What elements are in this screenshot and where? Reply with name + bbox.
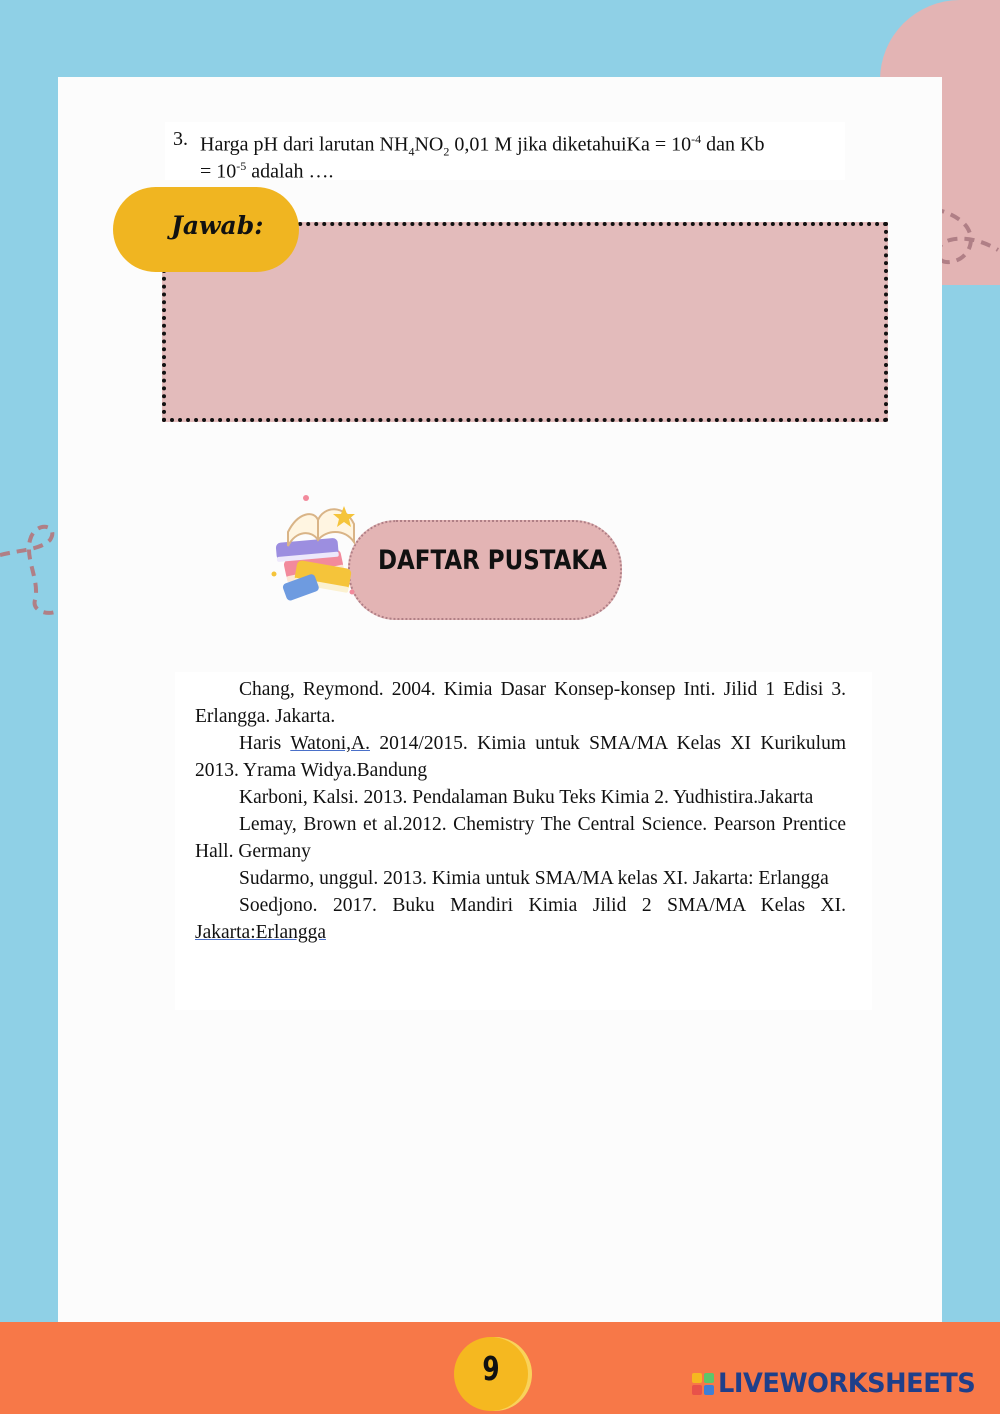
references-list (195, 676, 846, 946)
reference-item: Lemay, Brown et al.2012. Chemistry The Central Science. Pearson Prentice Hall. Germany (195, 814, 846, 862)
liveworksheets-brand[interactable] (692, 1368, 989, 1408)
answer-label-pill (113, 187, 299, 272)
reference-item: Karboni, Kalsi. 2013. Pendalaman Buku Teks Kimia 2. Yudhistira.Jakarta (239, 787, 814, 808)
liveworksheets-logo-icon (692, 1373, 714, 1395)
reference-item: Soedjono. 2017. Buku Mandiri Kimia Jilid 2 SMA/MA Kelas XI. Jakarta:Erlangga (195, 895, 846, 943)
brand-name: LIVEWORKSHEETS (718, 1368, 976, 1399)
page-number-badge (454, 1337, 528, 1411)
page-number: 9 (482, 1349, 500, 1388)
question-3 (165, 122, 845, 183)
reference-item: Sudarmo, unggul. 2013. Kimia untuk SMA/MA kelas XI. Jakarta: Erlangga (239, 868, 829, 889)
reference-item: Haris Watoni,A. 2014/2015. Kimia untuk SMA/MA Kelas XI Kurikulum 2013. Yrama Widya.Bandung (195, 733, 846, 781)
references-title: DAFTAR PUSTAKA (378, 545, 607, 576)
references-list-panel (175, 672, 872, 1010)
question-text-line-2: = $10^{-5}$ adalah …. (200, 159, 334, 183)
question-number: 3. (173, 128, 188, 150)
books-icon (266, 492, 366, 602)
question-text-line-1: Harga pH dari larutan $NH_4NO_2$ 0,01 M jika diketahuiKa = $10^{-4}$ dan Kb (200, 132, 765, 159)
reference-item: Chang, Reymond. 2004. Kimia Dasar Konsep-konsep Inti. Jilid 1 Edisi 3. Erlangga. Jakarta. (195, 679, 846, 727)
answer-label: Jawab: (171, 211, 264, 240)
